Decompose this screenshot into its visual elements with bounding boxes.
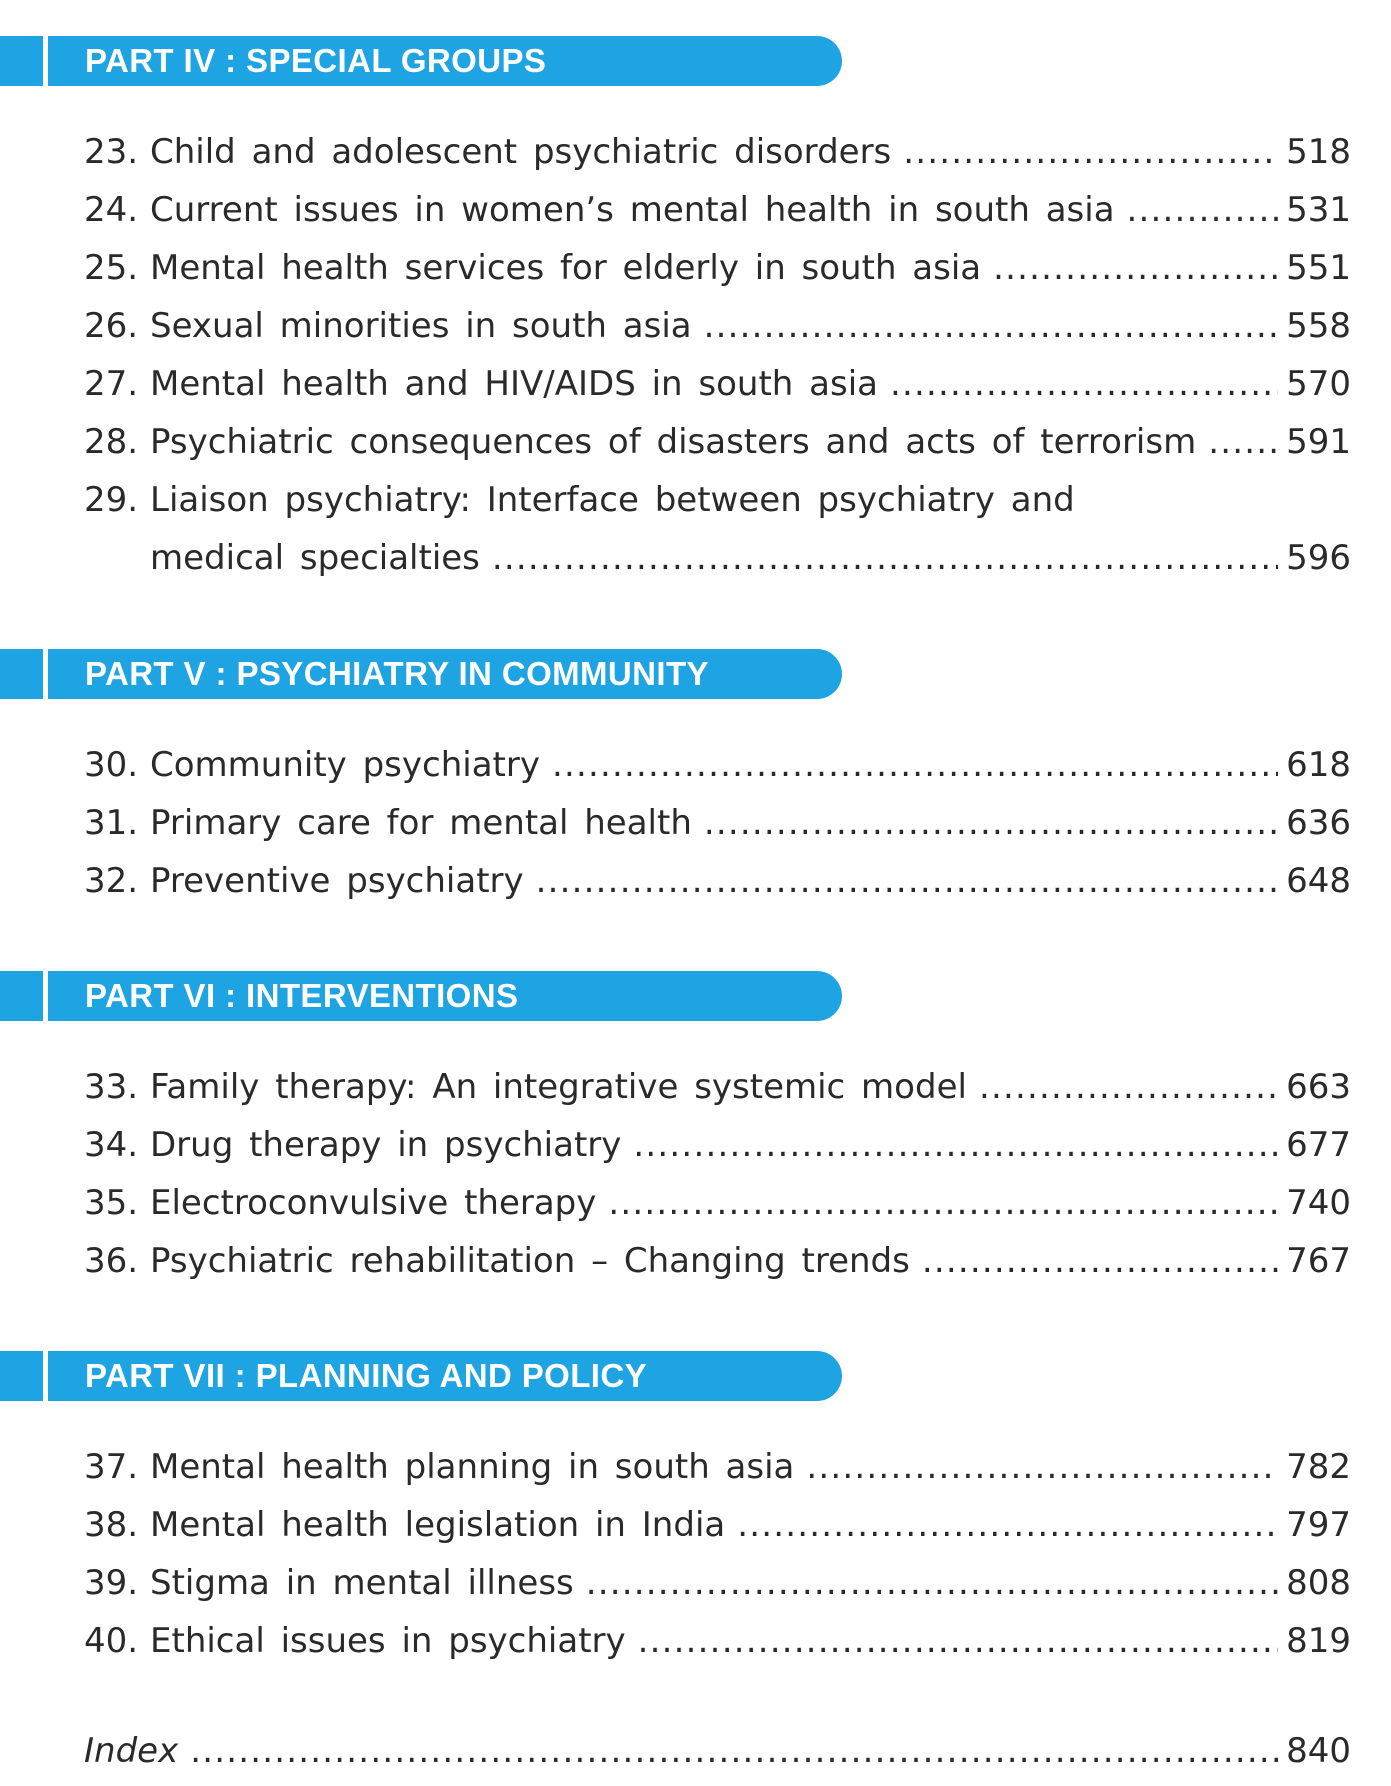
toc-entry-index[interactable] <box>84 1722 1351 1780</box>
toc-entry[interactable] <box>84 1058 1351 1116</box>
page-number: 808 <box>1286 1563 1351 1603</box>
page-number: 819 <box>1286 1621 1351 1661</box>
dot-leader <box>806 1438 1278 1496</box>
chapter-title: Drug therapy in psychiatry <box>150 1125 622 1165</box>
section-title: PART V : PSYCHIATRY IN COMMUNITY <box>85 655 709 692</box>
page-number: 558 <box>1286 306 1351 346</box>
chapter-number: 39. <box>84 1563 139 1603</box>
chapter-number: 33. <box>84 1067 139 1107</box>
page-number: 518 <box>1286 132 1351 172</box>
chapter-title: Mental health services for elderly in south asia <box>150 248 982 288</box>
chapter-number: 37. <box>84 1447 139 1487</box>
toc-entry[interactable] <box>84 181 1351 239</box>
dot-leader <box>704 794 1278 852</box>
chapter-title: Liaison psychiatry: Interface between psychiatry and <box>150 480 1075 520</box>
page-number: 531 <box>1286 190 1351 230</box>
chapter-title: Current issues in women’s mental health in south asia <box>150 190 1115 230</box>
dot-leader <box>638 1612 1278 1670</box>
chapter-number: 29. <box>84 480 139 520</box>
toc-entry[interactable] <box>84 852 1351 910</box>
band-stub <box>0 649 43 699</box>
page-number: 636 <box>1286 803 1351 843</box>
chapter-title: Primary care for mental health <box>150 803 692 843</box>
chapter-number: 38. <box>84 1505 139 1545</box>
dot-leader <box>586 1554 1278 1612</box>
dot-leader <box>979 1058 1278 1116</box>
toc-entry[interactable] <box>84 1174 1351 1232</box>
chapter-title: Preventive psychiatry <box>150 861 524 901</box>
dot-leader <box>552 736 1278 794</box>
toc-entry[interactable] <box>84 1232 1351 1290</box>
page-number: 596 <box>1286 538 1351 578</box>
chapter-number: 35. <box>84 1183 139 1223</box>
dot-leader <box>536 852 1278 910</box>
chapter-title: Community psychiatry <box>150 745 540 785</box>
section-part-vi <box>0 971 1391 1290</box>
chapter-number: 40. <box>84 1621 139 1661</box>
toc-entries <box>0 1058 1351 1290</box>
page-number: 663 <box>1286 1067 1351 1107</box>
toc-entries <box>0 123 1351 587</box>
chapter-title: Electroconvulsive therapy <box>150 1183 597 1223</box>
dot-leader <box>1208 413 1278 471</box>
page-number: 740 <box>1286 1183 1351 1223</box>
chapter-number: 25. <box>84 248 139 288</box>
page-number: 797 <box>1286 1505 1351 1545</box>
toc-entry[interactable] <box>84 297 1351 355</box>
index-label: Index <box>84 1731 179 1771</box>
dot-leader <box>190 1722 1278 1780</box>
chapter-title: Sexual minorities in south asia <box>150 306 692 346</box>
chapter-number: 28. <box>84 422 139 462</box>
section-part-v <box>0 649 1391 910</box>
dot-leader <box>737 1496 1278 1554</box>
dot-leader <box>903 123 1278 181</box>
chapter-number: 24. <box>84 190 139 230</box>
chapter-title: Psychiatric consequences of disasters and acts of terrorism <box>150 422 1197 462</box>
section-header-band <box>0 36 842 86</box>
toc-entry[interactable] <box>84 736 1351 794</box>
chapter-title: Mental health and HIV/AIDS in south asia <box>150 364 878 404</box>
chapter-title: Mental health legislation in India <box>150 1505 726 1545</box>
toc-entry-continuation[interactable] <box>84 529 1351 587</box>
toc-entry[interactable] <box>84 794 1351 852</box>
dot-leader <box>1127 181 1279 239</box>
page-number: 591 <box>1286 422 1351 462</box>
toc-entry[interactable] <box>84 1554 1351 1612</box>
toc-entries <box>0 736 1351 910</box>
band-stub <box>0 1351 43 1401</box>
chapter-title: Psychiatric rehabilitation – Changing trends <box>150 1241 910 1281</box>
page-number: 840 <box>1286 1731 1351 1771</box>
section-title: PART VI : INTERVENTIONS <box>85 977 519 1014</box>
page-number: 677 <box>1286 1125 1351 1165</box>
page-number: 767 <box>1286 1241 1351 1281</box>
band-stub <box>0 971 43 1021</box>
section-header-band <box>0 971 842 1021</box>
chapter-number: 27. <box>84 364 139 404</box>
section-title: PART IV : SPECIAL GROUPS <box>85 42 547 79</box>
chapter-title-continuation: medical specialties <box>150 538 480 578</box>
page-number: 648 <box>1286 861 1351 901</box>
section-title: PART VII : PLANNING AND POLICY <box>85 1357 648 1394</box>
dot-leader <box>492 529 1278 587</box>
section-part-iv <box>0 36 1391 587</box>
chapter-title: Stigma in mental illness <box>150 1563 574 1603</box>
dot-leader <box>993 239 1278 297</box>
chapter-number: 36. <box>84 1241 139 1281</box>
page-number: 570 <box>1286 364 1351 404</box>
chapter-number: 23. <box>84 132 139 172</box>
chapter-title: Family therapy: An integrative systemic model <box>150 1067 967 1107</box>
chapter-number: 32. <box>84 861 139 901</box>
page-number: 618 <box>1286 745 1351 785</box>
section-header-band <box>0 649 842 699</box>
dot-leader <box>633 1116 1278 1174</box>
toc-entry[interactable] <box>84 1496 1351 1554</box>
toc-entries <box>0 1438 1351 1670</box>
section-part-vii <box>0 1351 1391 1670</box>
toc-entry[interactable] <box>84 1116 1351 1174</box>
page-number: 551 <box>1286 248 1351 288</box>
section-header-band <box>0 1351 842 1401</box>
chapter-number: 30. <box>84 745 139 785</box>
dot-leader <box>922 1232 1278 1290</box>
chapter-title: Child and adolescent psychiatric disorders <box>150 132 892 172</box>
toc-entry[interactable] <box>84 471 1351 529</box>
page-number: 782 <box>1286 1447 1351 1487</box>
toc-entry[interactable] <box>84 1438 1351 1496</box>
chapter-number: 31. <box>84 803 139 843</box>
dot-leader <box>608 1174 1278 1232</box>
chapter-number: 34. <box>84 1125 139 1165</box>
chapter-number: 26. <box>84 306 139 346</box>
toc-entry[interactable] <box>84 123 1351 181</box>
chapter-title: Mental health planning in south asia <box>150 1447 795 1487</box>
dot-leader <box>890 355 1278 413</box>
chapter-title: Ethical issues in psychiatry <box>150 1621 626 1661</box>
toc-entry[interactable] <box>84 413 1351 471</box>
toc-entry[interactable] <box>84 239 1351 297</box>
toc-entry[interactable] <box>84 355 1351 413</box>
toc-entry[interactable] <box>84 1612 1351 1670</box>
band-stub <box>0 36 43 86</box>
index-section <box>0 1722 1391 1780</box>
dot-leader <box>704 297 1278 355</box>
